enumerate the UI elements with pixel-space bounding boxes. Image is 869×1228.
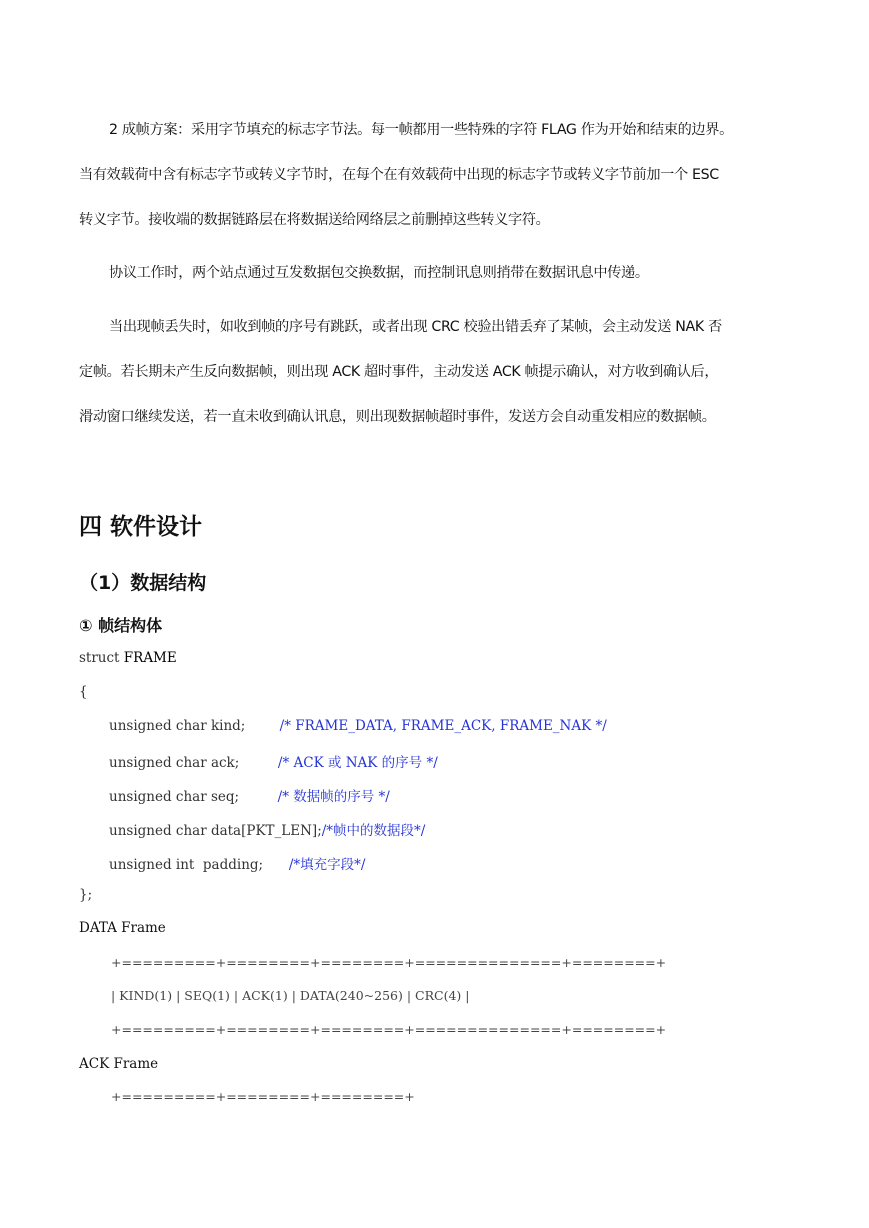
data-frame-border-top: +=========+========+========+==============+========+ bbox=[111, 955, 667, 970]
code-field-line bbox=[109, 853, 365, 873]
code-field-decl: unsigned char seq; bbox=[109, 789, 278, 805]
code-field-line bbox=[109, 751, 438, 771]
code-comment: /* 数据帧的序号 */ bbox=[277, 789, 390, 805]
code-comment: /* ACK 或 NAK 的序号 */ bbox=[277, 755, 438, 771]
ack-frame-label: ACK Frame bbox=[79, 1056, 159, 1072]
subsubsection-heading: ① 帧结构体 bbox=[79, 616, 163, 635]
code-close-brace: }; bbox=[79, 887, 93, 903]
paragraph-line: 2 成帧方案：采用字节填充的标志字节法。每一帧都用一些特殊的字符 FLAG 作为开始和结束的边界。 bbox=[109, 122, 733, 138]
code-open-brace: { bbox=[79, 684, 88, 700]
paragraph-protocol-work bbox=[79, 251, 791, 296]
code-keyword: struct bbox=[79, 650, 124, 666]
code-comment: /* FRAME_DATA, FRAME_ACK, FRAME_NAK */ bbox=[279, 718, 607, 734]
paragraph-line: 转义字节。接收端的数据链路层在将数据送给网络层之前删掉这些转义字符。 bbox=[79, 212, 550, 228]
code-field-line bbox=[109, 718, 607, 734]
code-field-decl: unsigned char data[PKT_LEN]; bbox=[109, 823, 322, 839]
section-heading: 四 软件设计 bbox=[79, 514, 203, 540]
data-frame-border-bottom: +=========+========+========+==============+========+ bbox=[111, 1022, 667, 1037]
paragraph-line: 定帧。若长期未产生反向数据帧，则出现 ACK 超时事件，主动发送 ACK 帧提示确认，对方收到确认后， bbox=[79, 364, 719, 380]
code-field-decl: unsigned int padding; bbox=[109, 857, 289, 873]
paragraph-line: 协议工作时，两个站点通过互发数据包交换数据，而控制讯息则捎带在数据讯息中传递。 bbox=[109, 265, 649, 281]
paragraph-line: 当出现帧丢失时，如收到帧的序号有跳跃，或者出现 CRC 校验出错丢弃了某帧，会主动发送 NAK 否 bbox=[109, 319, 722, 335]
ack-frame-border-top: +=========+========+========+ bbox=[111, 1089, 415, 1104]
code-struct-name: FRAME bbox=[123, 650, 177, 666]
code-comment: /*帧中的数据段*/ bbox=[321, 823, 426, 839]
data-frame-label: DATA Frame bbox=[79, 920, 166, 936]
paragraph-line: 当有效载荷中含有标志字节或转义字节时，在每个在有效载荷中出现的标志字节或转义字节前加一个 ESC bbox=[79, 167, 719, 183]
code-field-line bbox=[109, 785, 390, 805]
code-field-decl: unsigned char ack; bbox=[109, 755, 278, 771]
subsection-heading: （1）数据结构 bbox=[79, 572, 207, 594]
code-field-decl: unsigned char kind; bbox=[109, 718, 280, 734]
paragraph-frame-loss bbox=[79, 305, 791, 440]
data-frame-row: | KIND(1) | SEQ(1) | ACK(1) | DATA(240~256) | CRC(4) | bbox=[111, 988, 470, 1003]
code-field-line bbox=[109, 819, 425, 839]
paragraph-framing-scheme bbox=[79, 108, 791, 243]
code-comment: /*填充字段*/ bbox=[288, 857, 366, 873]
code-struct-line bbox=[79, 650, 177, 666]
paragraph-line: 滑动窗口继续发送，若一直未收到确认讯息，则出现数据帧超时事件，发送方会自动重发相应的数据帧。 bbox=[79, 409, 716, 425]
